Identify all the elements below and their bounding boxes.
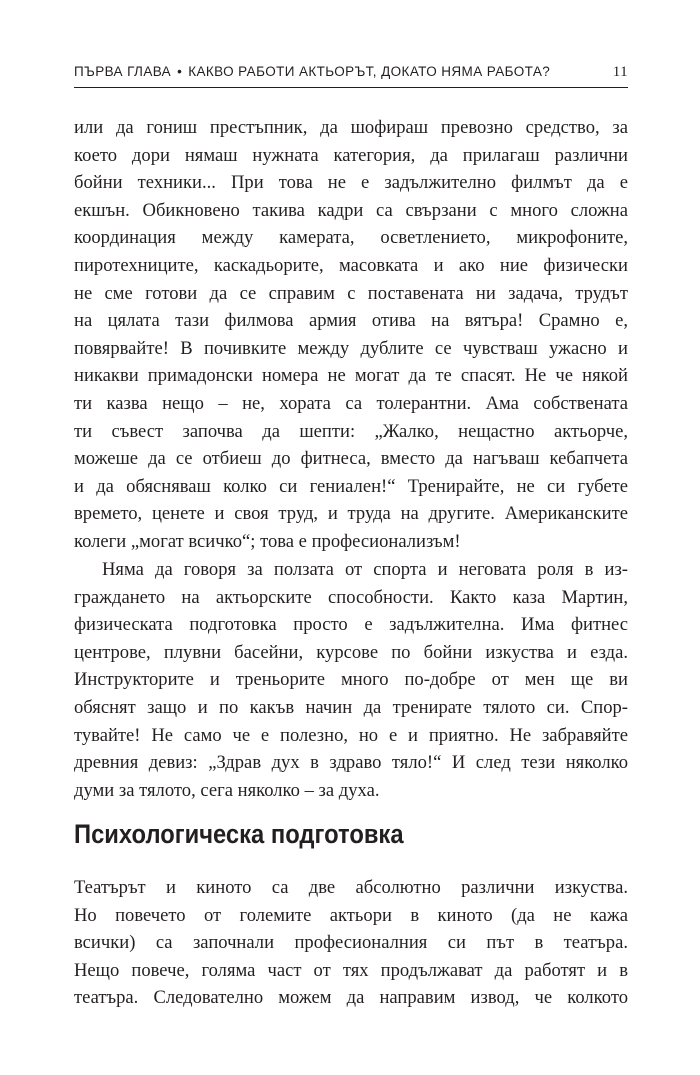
text-line: Нещо повече, голяма част от тях продължават да работят и в	[74, 959, 628, 981]
page-number: 11	[612, 64, 628, 80]
text-line: всички) са започнали професионалния си път в театъра.	[74, 932, 628, 954]
header-rule	[74, 87, 628, 88]
text-line: Инструкторите и треньорите много по-добре от мен ще ви	[74, 669, 628, 691]
text-line: бойни техники... При това не е задължително филмът да е	[74, 172, 628, 194]
text-line: можеше да се отбиеш до фитнеса, вместо да нагъваш кебапчета	[74, 448, 628, 470]
text-line: физическата подготовка просто е задължителна. Има фитнес	[74, 614, 628, 636]
text-line: колеги „могат всичко“; това е професионализъм!	[74, 530, 461, 552]
text-line: ти съвест започва да шепти: „Жалко, нещастно актьорче,	[74, 420, 628, 442]
section-heading: Психологическа подготовка	[74, 819, 404, 849]
text-line: екшън. Обикновено такива кадри са свързани с много сложна	[74, 199, 628, 221]
text-line: пиротехниците, каскадьорите, масовката и ако ние физически	[74, 254, 628, 276]
text-line: координация между камерата, осветлението, микрофоните,	[74, 227, 628, 249]
text-line: времето, ценете и своя труд, и труда на другите. Американските	[74, 503, 628, 525]
text-line: на цялата тази филмова армия отива на вятъра! Срамно е,	[74, 310, 628, 332]
running-head-chapter: ПЪРВА ГЛАВА	[74, 64, 172, 79]
text-line: не сме готови да се справим с поставената ни задача, трудът	[74, 282, 628, 304]
text-line: древния девиз: „Здрав дух в здраво тяло!“ И след тези няколко	[74, 752, 628, 774]
text-line: центрове, плувни басейни, курсове по бойни изкуства и езда.	[74, 641, 628, 663]
text-line: Театърът и киното са две абсолютно различни изкуства.	[74, 877, 628, 898]
text-line: думи за тялото, сега няколко – за духа.	[74, 779, 380, 801]
text-line: никакви примадонски номера не могат да те спасят. Не че някой	[74, 365, 628, 387]
text-line: ти казва нещо – не, хората са толерантни. Ама собствената	[74, 392, 628, 414]
paragraph-3	[74, 874, 628, 1012]
paragraph-2	[74, 556, 628, 804]
text-line: театъра. Следователно можем да направим извод, че колкото	[74, 987, 628, 1009]
running-head-title: КАКВО РАБОТИ АКТЬОРЪТ, ДОКАТО НЯМА РАБОТА?	[188, 64, 551, 79]
text-line: което дори нямаш нужната категория, да прилагаш различни	[74, 144, 628, 166]
paragraph-1	[74, 114, 628, 556]
text-line: или да гониш престъпник, да шофираш превозно средство, за	[74, 117, 628, 138]
text-line: граждането на актьорските способности. Както каза Мартин,	[74, 586, 628, 608]
text-line: Няма да говоря за ползата от спорта и неговата роля в из-	[102, 559, 628, 580]
running-head-separator: •	[177, 64, 183, 79]
running-head-text	[74, 64, 550, 79]
running-head	[74, 64, 628, 84]
text-line: тувайте! Не само че е полезно, но е и приятно. Не забравяйте	[74, 724, 628, 746]
text-line: повярвайте! В почивките между дублите се чувстваш ужасно и	[74, 337, 628, 359]
text-line: обяснят защо и по какъв начин да тренирате тялото си. Спор-	[74, 696, 628, 718]
text-line: и да обясняваш колко си гениален!“ Тренирайте, не си губете	[74, 475, 628, 497]
text-line: Но повечето от големите актьори в киното (да не кажа	[74, 904, 628, 926]
